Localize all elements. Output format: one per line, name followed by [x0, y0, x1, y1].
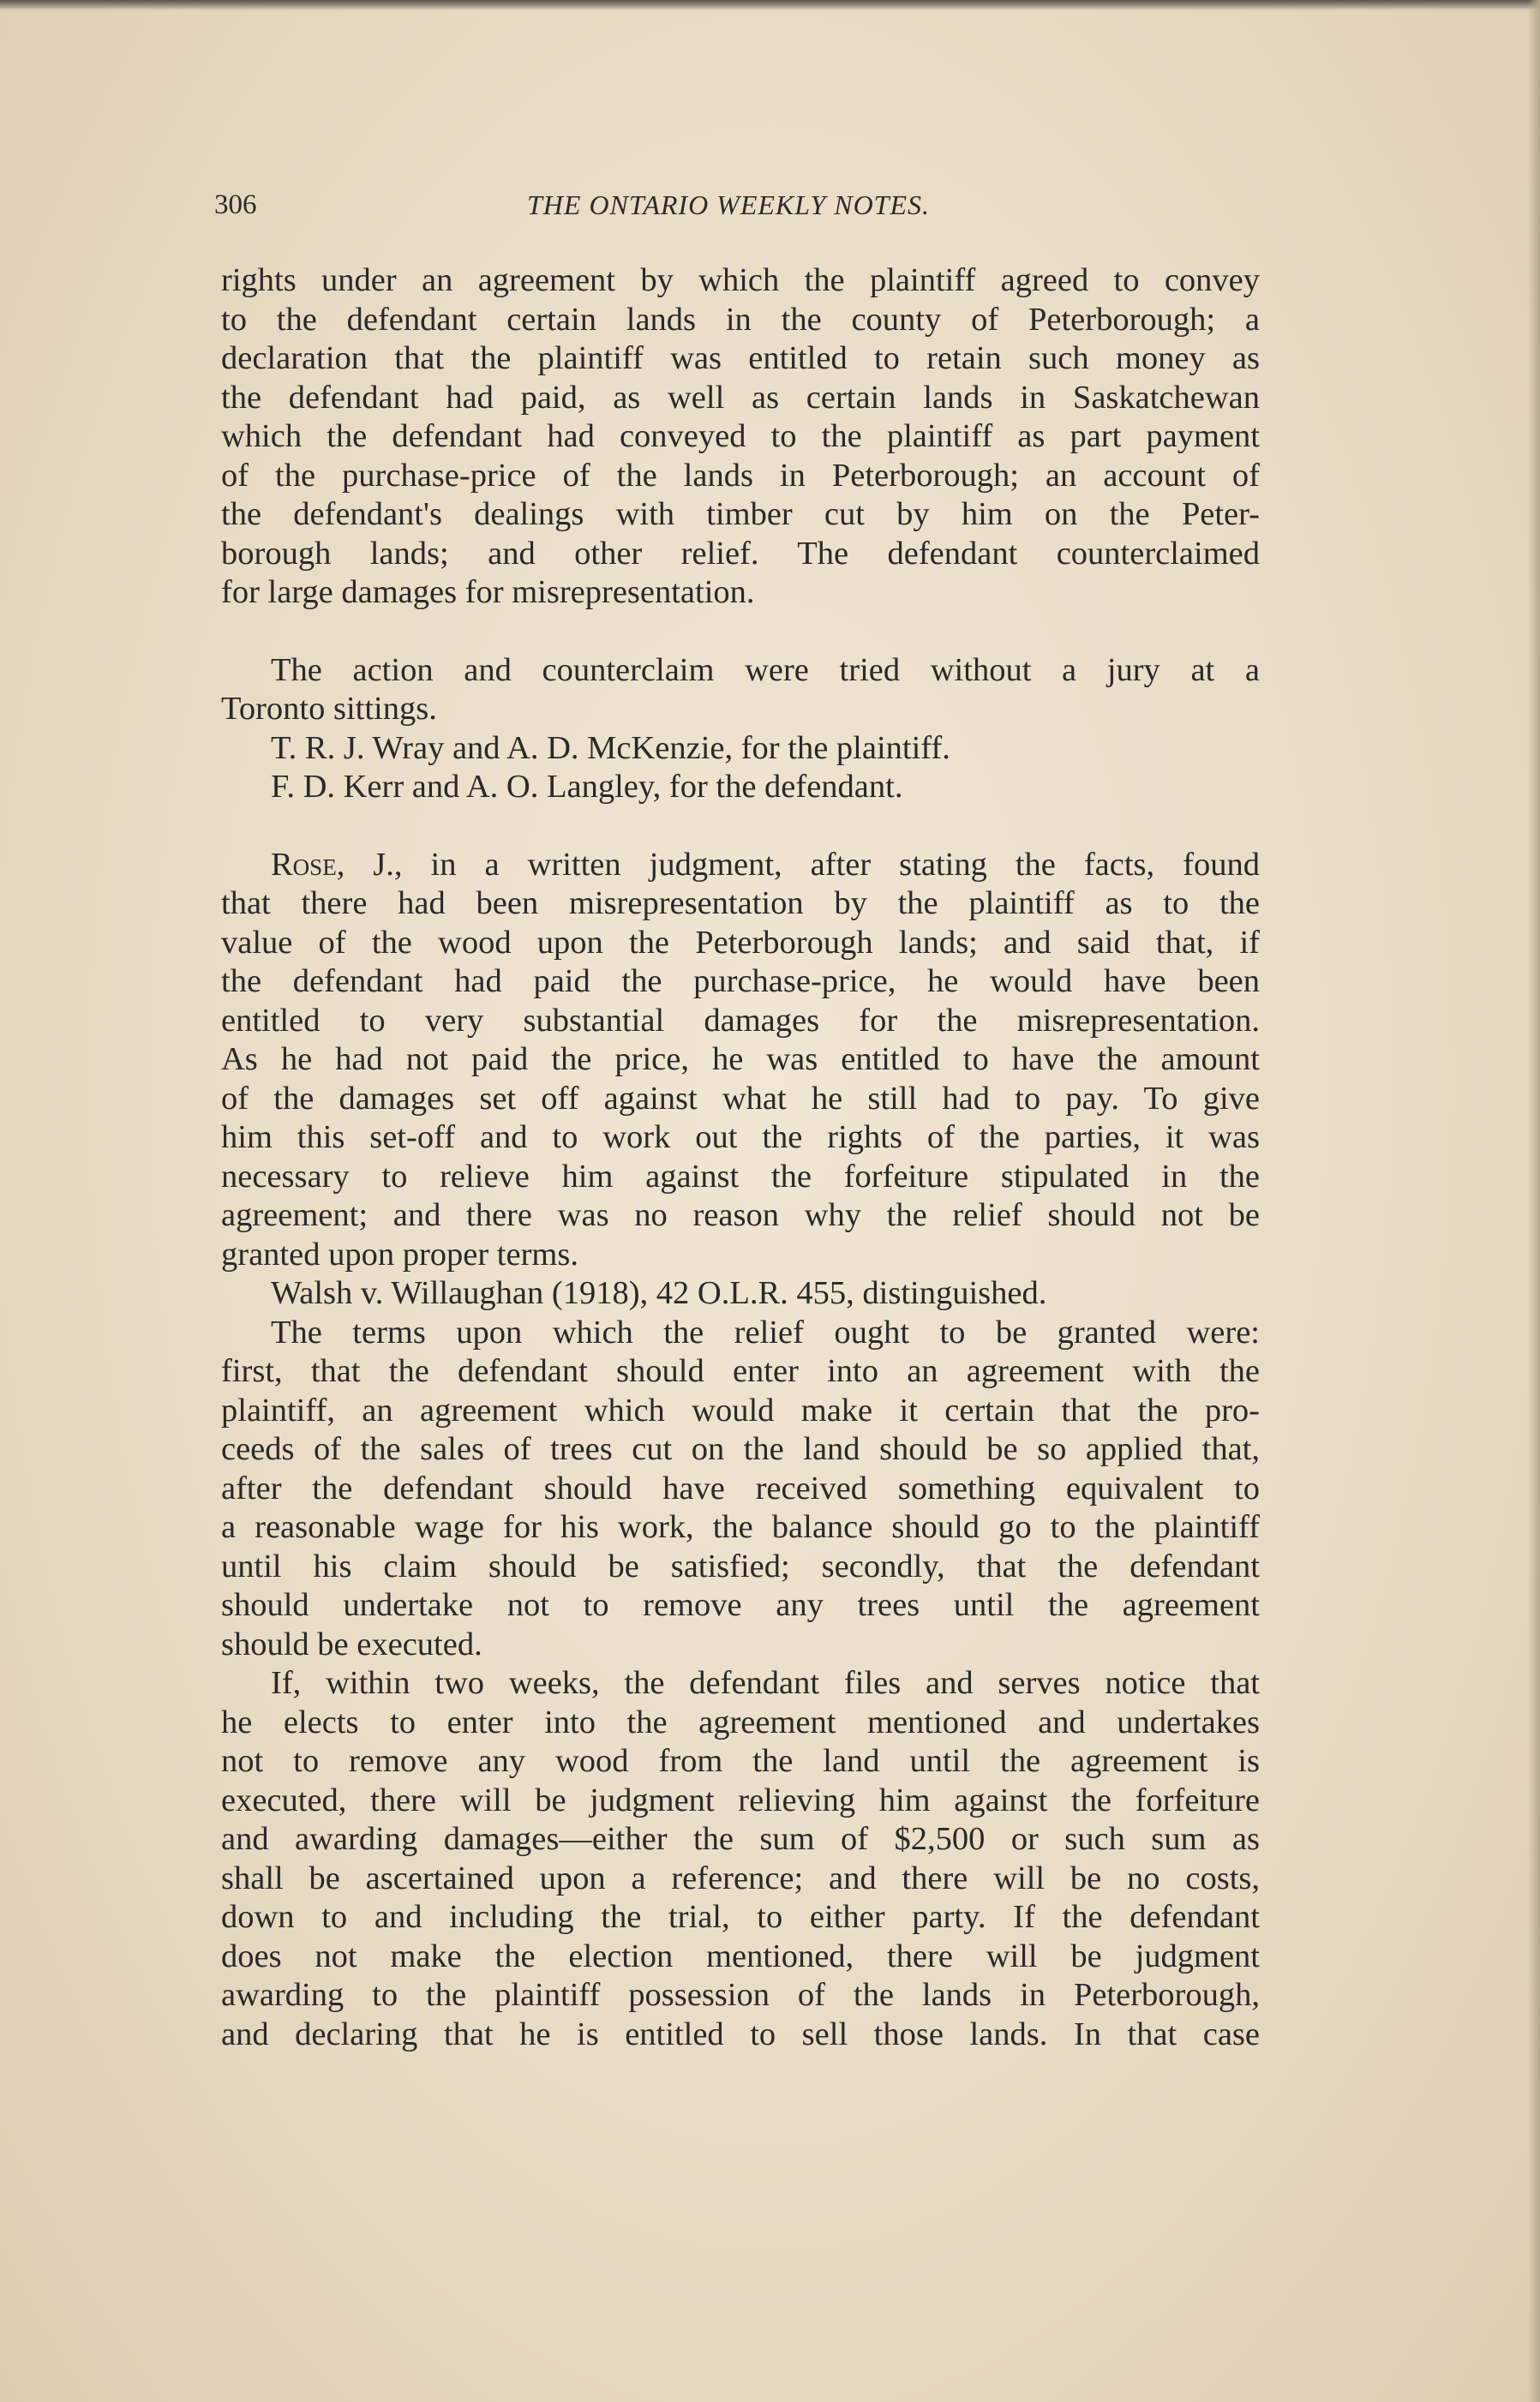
text-line: and awarding damages—either the sum of $2,500 or such sum as: [221, 1821, 1260, 1857]
text-line: borough lands; and other relief. The defendant counterclaimed: [221, 535, 1260, 572]
text-line: The terms upon which the relief ought to be granted were:: [271, 1314, 1260, 1351]
text-line: agreement; and there was no reason why the relief should not be: [221, 1197, 1260, 1233]
text-line: executed, there will be judgment relieving him against the forfeiture: [221, 1782, 1260, 1818]
paragraph: [221, 768, 1260, 807]
text-line: the defendant had paid the purchase-price, he would have been: [221, 963, 1260, 999]
text-line: Toronto sittings.: [221, 691, 437, 727]
text-line: plaintiff, an agreement which would make it certain that the pro-: [221, 1392, 1260, 1429]
text-line: not to remove any wood from the land until the agreement is: [221, 1743, 1260, 1779]
text-line: the defendant's dealings with timber cut by him on the Peter-: [221, 496, 1260, 532]
text-line: him this set-off and to work out the rights of the parties, it was: [221, 1119, 1260, 1155]
text-line: The action and counterclaim were tried without a jury at a: [271, 651, 1260, 688]
text-line: necessary to relieve him against the forfeiture stipulated in the: [221, 1158, 1260, 1195]
text-line: and declaring that he is entitled to sell those lands. In that case: [221, 2016, 1260, 2052]
text-line: granted upon proper terms.: [221, 1236, 578, 1273]
text-line: that there had been misrepresentation by the plaintiff as to the: [221, 885, 1260, 921]
text-line: of the purchase-price of the lands in Peterborough; an account of: [221, 457, 1260, 494]
text-line: to the defendant certain lands in the county of Peterborough; a: [221, 301, 1260, 338]
paragraph-gap: [221, 807, 1260, 846]
text-line: value of the wood upon the Peterborough lands; and said that, if: [221, 924, 1260, 961]
text-line: entitled to very substantial damages for the misrepresentation.: [221, 1002, 1260, 1039]
body-text: [221, 261, 1260, 2054]
page-number: 306: [214, 189, 257, 220]
paragraph: [221, 1664, 1260, 2054]
paragraph: [221, 1314, 1260, 1665]
paragraph: [221, 729, 1260, 769]
text-line: for large damages for misrepresentation.: [221, 574, 755, 610]
text-line: Walsh v. Willaughan (1918), 42 O.L.R. 455, distinguished.: [271, 1275, 1047, 1311]
text-line: he elects to enter into the agreement mentioned and undertakes: [221, 1704, 1260, 1740]
text-line: of the damages set off against what he still had to pay. To give: [221, 1080, 1260, 1117]
text-line: does not make the election mentioned, there will be judgment: [221, 1938, 1260, 1974]
text-line: first, that the defendant should enter into an agreement with the: [221, 1353, 1260, 1389]
text-line: the defendant had paid, as well as certain lands in Saskatchewan: [221, 379, 1260, 416]
paragraph: [221, 261, 1260, 613]
text-line: As he had not paid the price, he was entitled to have the amount: [221, 1041, 1260, 1077]
text-line: should undertake not to remove any trees until the agreement: [221, 1587, 1260, 1623]
paragraph: [221, 1274, 1260, 1314]
text-line: [221, 846, 1260, 885]
text-line: declaration that the plaintiff was entitled to retain such money as: [221, 340, 1260, 376]
text-line: after the defendant should have received something equivalent to: [221, 1470, 1260, 1506]
paragraph-gap: [221, 613, 1260, 651]
page-top-edge: [0, 0, 1540, 10]
text-line: ceeds of the sales of trees cut on the land should be so applied that,: [221, 1431, 1260, 1467]
text-line: which the defendant had conveyed to the plaintiff as part payment: [221, 418, 1260, 454]
page-right-edge: [1528, 0, 1540, 2402]
text-line: a reasonable wage for his work, the balance should go to the plaintiff: [221, 1509, 1260, 1545]
running-head: THE ONTARIO WEEKLY NOTES.: [526, 189, 931, 220]
text-line: shall be ascertained upon a reference; and there will be no costs,: [221, 1860, 1260, 1896]
page-header: [214, 183, 1260, 226]
paragraph: [221, 846, 1260, 1275]
text-line: F. D. Kerr and A. O. Langley, for the defendant.: [271, 769, 903, 805]
paragraph: [221, 651, 1260, 729]
text-line: down to and including the trial, to either party. If the defendant: [221, 1899, 1260, 1935]
text-line: awarding to the plaintiff possession of the lands in Peterborough,: [221, 1977, 1260, 2013]
text-line: rights under an agreement by which the plaintiff agreed to convey: [221, 262, 1260, 298]
line-text: , J., in a written judgment, after stating the facts, found: [336, 846, 1260, 883]
text-line: If, within two weeks, the defendant files and serves notice that: [271, 1665, 1260, 1701]
judge-name: Rose: [271, 846, 337, 883]
text-line: until his claim should be satisfied; secondly, that the defendant: [221, 1548, 1260, 1584]
text-line: should be executed.: [221, 1626, 482, 1662]
text-line: T. R. J. Wray and A. D. McKenzie, for the plaintiff.: [271, 729, 950, 766]
